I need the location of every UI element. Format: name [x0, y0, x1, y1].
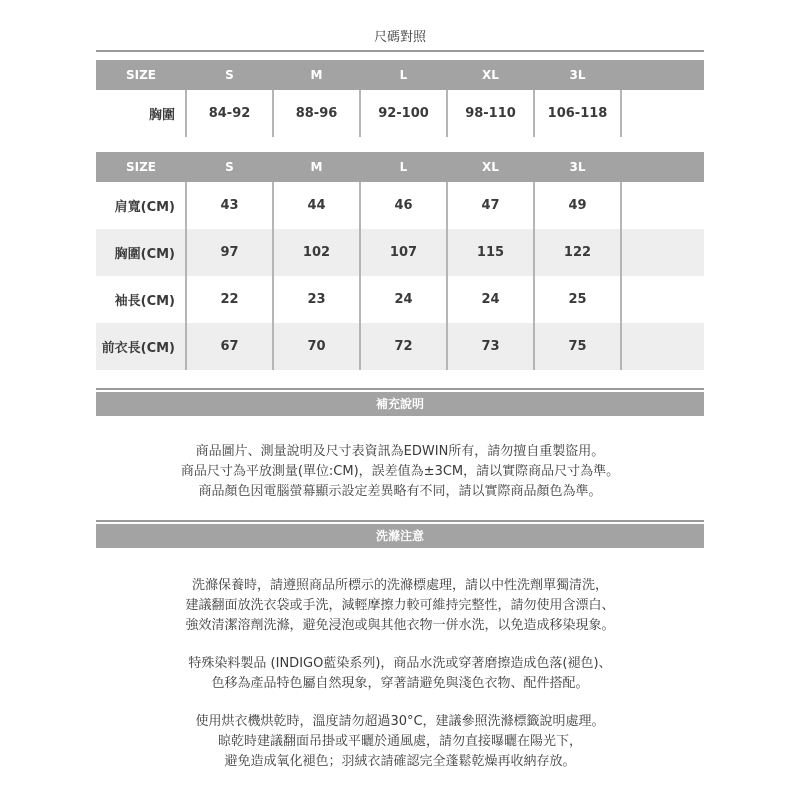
size-table-chest [96, 60, 704, 137]
page-title: 尺碼對照 [373, 30, 426, 45]
divider [96, 520, 704, 522]
table-cell [621, 229, 704, 276]
table-cell: 73 [447, 323, 534, 370]
table-cell: 102 [273, 229, 360, 276]
washing-line: 避免造成氧化褪色；羽絨衣請確認完全蓬鬆乾燥再收納存放。 [224, 754, 576, 769]
table-cell: 106-118 [534, 90, 621, 137]
table-cell: 44 [273, 182, 360, 229]
supplement-title: 補充說明 [96, 392, 704, 416]
table-row [96, 323, 704, 370]
washing-line: 強效清潔溶劑洗滌，避免浸泡或與其他衣物一併水洗，以免造成移染現象。 [185, 618, 615, 633]
header-cell: 3L [534, 152, 621, 182]
table-cell: 88-96 [273, 90, 360, 137]
header-cell: XL [447, 60, 534, 90]
table-cell: 49 [534, 182, 621, 229]
washing-line: 特殊染料製品 (INDIGO藍染系列)，商品水洗或穿著磨擦造成色落(褪色)、 [188, 656, 612, 671]
table-cell: 72 [360, 323, 447, 370]
row-label: 胸圍(CM) [96, 229, 186, 276]
table-cell: 46 [360, 182, 447, 229]
table-cell: 47 [447, 182, 534, 229]
table-cell: 22 [186, 276, 273, 323]
table-cell: 70 [273, 323, 360, 370]
washing-line: 洗滌保養時，請遵照商品所標示的洗滌標處理，請以中性洗劑單獨清洗， [191, 578, 608, 593]
table-cell: 97 [186, 229, 273, 276]
washing-notes [96, 576, 704, 790]
header-cell: L [360, 152, 447, 182]
table-cell: 67 [186, 323, 273, 370]
table-cell: 75 [534, 323, 621, 370]
table-row [96, 182, 704, 229]
washing-line: 晾乾時建議翻面吊掛或平曬於通風處，請勿直接曝曬在陽光下， [217, 734, 582, 749]
header-cell: SIZE [96, 152, 186, 182]
table-cell: 84-92 [186, 90, 273, 137]
table-cell: 24 [447, 276, 534, 323]
row-label: 胸圍 [96, 90, 186, 137]
header-cell: L [360, 60, 447, 90]
washing-paragraph [96, 576, 704, 636]
table-cell [621, 182, 704, 229]
table-row [96, 229, 704, 276]
header-cell: M [273, 152, 360, 182]
header-cell: M [273, 60, 360, 90]
washing-line: 使用烘衣機烘乾時，溫度請勿超過30°C，建議參照洗滌標籤說明處理。 [195, 714, 605, 729]
supplement-line: 商品圖片、測量說明及尺寸表資訊為EDWIN所有，請勿擅自重製盜用。 [195, 444, 605, 459]
table-row [96, 276, 704, 323]
header-cell: XL [447, 152, 534, 182]
supplement-line: 商品尺寸為平放測量(單位:CM)，誤差值為±3CM，請以實際商品尺寸為準。 [180, 464, 620, 479]
size-table-measurements [96, 152, 704, 370]
row-label: 前衣長(CM) [96, 323, 186, 370]
table-cell: 122 [534, 229, 621, 276]
washing-paragraph [96, 654, 704, 694]
divider [96, 50, 704, 52]
table-cell: 107 [360, 229, 447, 276]
header-cell [621, 60, 704, 90]
supplement-notes [96, 442, 704, 502]
divider [96, 388, 704, 390]
table-cell: 43 [186, 182, 273, 229]
table-cell: 92-100 [360, 90, 447, 137]
header-cell [621, 152, 704, 182]
table-row [96, 90, 704, 137]
header-cell: SIZE [96, 60, 186, 90]
table-cell: 24 [360, 276, 447, 323]
washing-title: 洗滌注意 [96, 524, 704, 548]
table-header [96, 152, 704, 182]
row-label: 肩寬(CM) [96, 182, 186, 229]
table-cell: 23 [273, 276, 360, 323]
table-cell [621, 323, 704, 370]
table-cell [621, 90, 704, 137]
washing-line: 色移為產品特色屬自然現象，穿著請避免與淺色衣物、配件搭配。 [211, 676, 589, 691]
row-label: 袖長(CM) [96, 276, 186, 323]
washing-line: 建議翻面放洗衣袋或手洗，減輕摩擦力較可維持完整性，請勿使用含漂白、 [185, 598, 615, 613]
washing-paragraph [96, 712, 704, 772]
table-cell [621, 276, 704, 323]
table-header [96, 60, 704, 90]
table-cell: 115 [447, 229, 534, 276]
table-cell: 25 [534, 276, 621, 323]
header-cell: S [186, 152, 273, 182]
header-cell: 3L [534, 60, 621, 90]
header-cell: S [186, 60, 273, 90]
supplement-line: 商品顏色因電腦螢幕顯示設定差異略有不同，請以實際商品顏色為準。 [198, 484, 602, 499]
table-cell: 98-110 [447, 90, 534, 137]
